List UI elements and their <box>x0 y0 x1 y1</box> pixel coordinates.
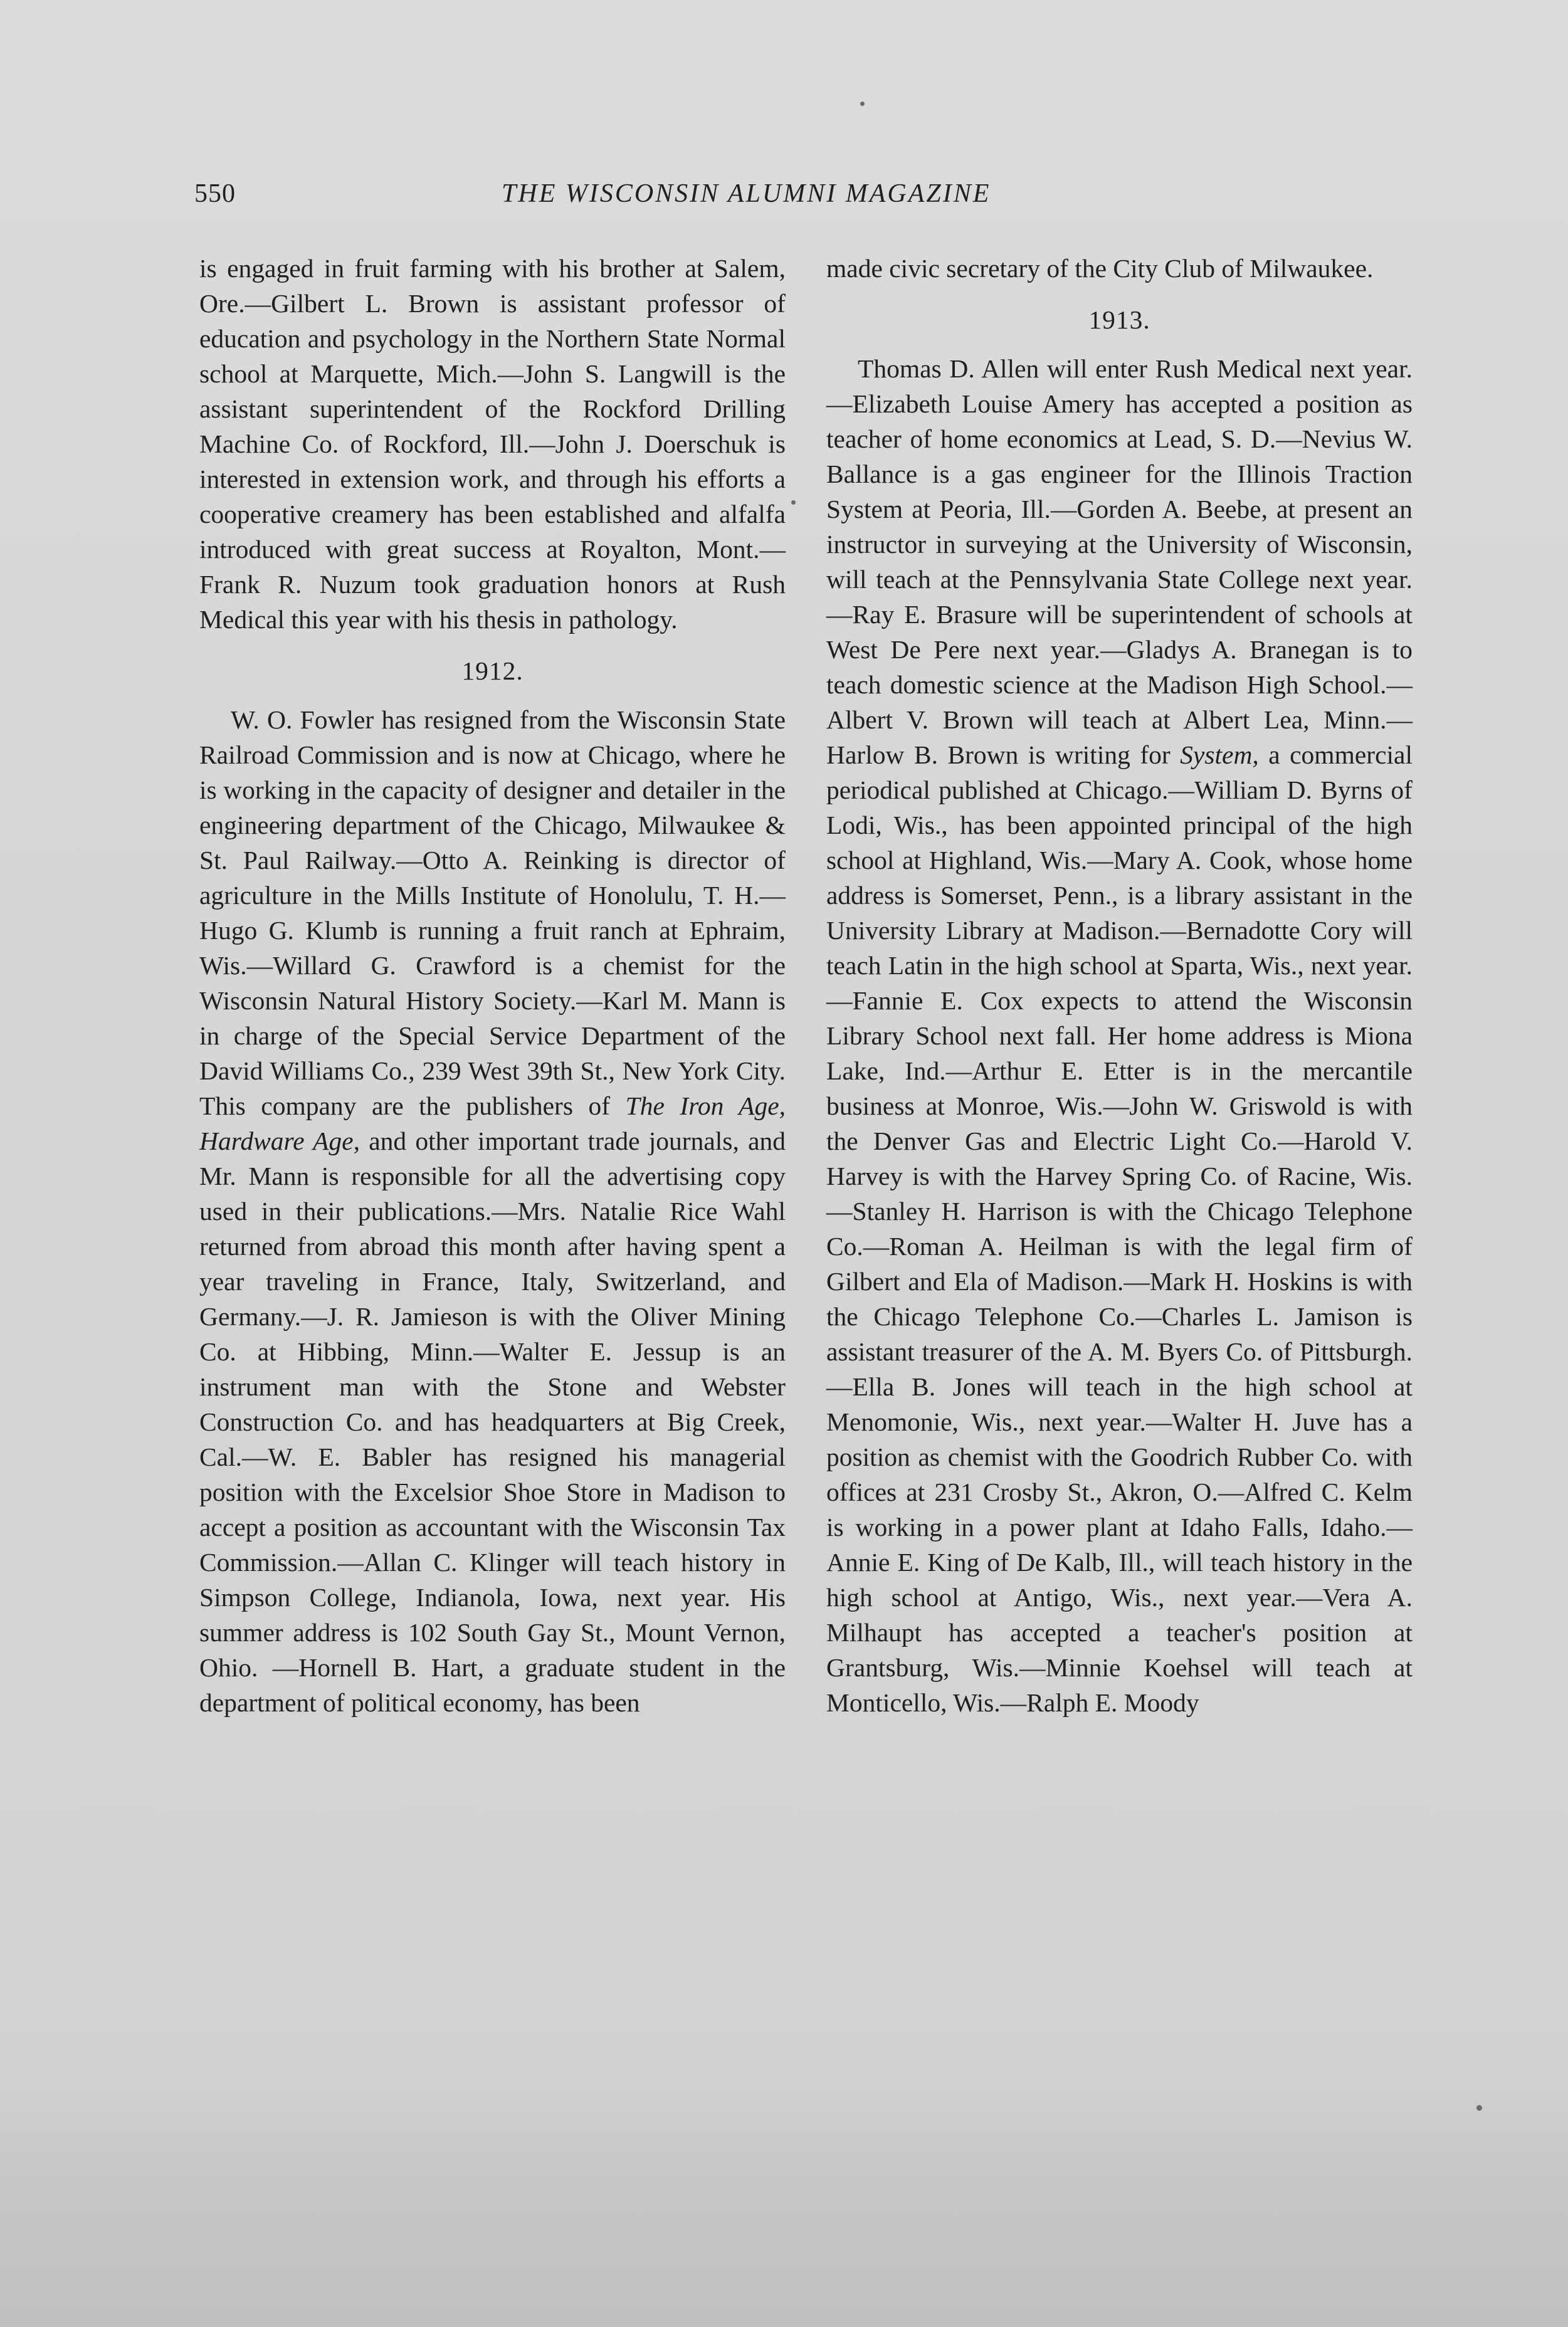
page-header <box>194 179 1411 216</box>
class-notes-1912 <box>199 702 786 1720</box>
ink-speck <box>860 102 865 106</box>
ink-speck <box>791 500 796 505</box>
class-year-heading-1913: 1913. <box>1088 305 1150 334</box>
page-stain <box>0 2088 1568 2327</box>
left-paragraph-continued: is engaged in fruit farming with his brother at Salem, Ore.—Gilbert L. Brown is assistant professor of education and psychology in the Northern State Normal school at Marquette, Mich.—John S. Langwill is the assistant superintendent of the Rockford Drilling Machine Co. of Rockford, Ill.—John J. Doerschuk is interested in extension work, and through his efforts a cooperative creamery has been established and alfalfa introduced with great success at Royalton, Mont.—Frank R. Nuzum took graduation honors at Rush Medical this year with his thesis in pathology. <box>199 254 786 634</box>
left-column <box>199 251 786 1720</box>
page-number: 550 <box>194 179 236 208</box>
class-notes-1913-text-b: a commercial periodical published at Chicago.—William D. Byrns of Lodi, Wis., has been appointed principal of the high school at Highland, Wis.—Mary A. Cook, whose home address is Somerset, Penn., is a library assistant in the University Library at Madison.—Bernadotte Cory will teach Latin in the high school at Sparta, Wis., next year.—Fannie E. Cox expects to attend the Wisconsin Library School next fall. Her home address is Miona Lake, Ind.—Arthur E. Etter is in the mercantile business at Monroe, Wis.—John W. Griswold is with the Denver Gas and Electric Light Co.—Harold V. Harvey is with the Harvey Spring Co. of Racine, Wis.—Stanley H. Harrison is with the Chicago Telephone Co.—Roman A. Heilman is with the legal firm of Gilbert and Ela of Madison.—Mark H. Hoskins is with the Chicago Telephone Co.—Charles L. Jamison is assistant treasurer of the A. M. Byers Co. of Pittsburgh.—Ella B. Jones will teach in the high school at Menomonie, Wis., next year.—Walter H. Juve has a position as chemist with the Goodrich Rubber Co. with offices at 231 Crosby St., Akron, O.—Alfred C. Kelm is working in a power plant at Idaho Falls, Idaho.—Annie E. King of De Kalb, Ill., will teach history in the high school at Antigo, Wis., next year.—Vera A. Milhaupt has accepted a teacher's position at Grantsburg, Wis.—Minnie Koehsel will teach at Monticello, Wis.—Ralph E. Moody <box>826 740 1413 1717</box>
class-notes-1913-text-a: Thomas D. Allen will enter Rush Medical next year.—Elizabeth Louise Amery has accepted a position as teacher of home economics at Lead, S. D.—Nevius W. Ballance is a gas engineer for the Illinois Traction System at Peoria, Ill.—Gorden A. Beebe, at present an instructor in surveying at the University of Wisconsin, will teach at the Pennsylvania State College next year.—Ray E. Brasure will be superintendent of schools at West De Pere next year.—Gladys A. Branegan is to teach domestic science at the Madison High School.—Albert V. Brown will teach at Albert Lea, Minn.—Harlow B. Brown is writing for <box>826 354 1413 769</box>
publication-titles: The Iron Age, Hardware Age, <box>199 1091 786 1155</box>
class-year-heading-1912: 1912. <box>461 656 524 685</box>
right-column <box>826 251 1413 1720</box>
class-notes-1912-text-b: and other important trade journals, and Mr. Mann is responsible for all the advertising copy used in their publications.—Mrs. Natalie Rice Wahl returned from abroad this month after having spent a year traveling in France, Italy, Switzerland, and Germany.—J. R. Jamieson is with the Oliver Mining Co. at Hibbing, Minn.—Walter E. Jessup is an instrument man with the Stone and Webster Construction Co. and has headquarters at Big Creek, Cal.—W. E. Babler has resigned his managerial position with the Excelsior Shoe Store in Madison to accept a position as accountant with the Wisconsin Tax Commission.—Allan C. Klinger will teach history in Simpson College, Indianola, Iowa, next year. His summer address is 102 South Gay St., Mount Vernon, Ohio. —Hornell B. Hart, a graduate student in the department of political economy, has been <box>199 1127 786 1717</box>
running-title: THE WISCONSIN ALUMNI MAGAZINE <box>502 179 991 208</box>
ink-speck <box>1476 2105 1482 2111</box>
right-paragraph-continued: made civic secretary of the City Club of Milwaukee. <box>826 254 1374 283</box>
class-notes-1912-text-a: W. O. Fowler has resigned from the Wisconsin State Railroad Commission and is now at Chicago, where he is working in the capacity of designer and detailer in the engineering department of the Chicago, Milwaukee & St. Paul Railway.—Otto A. Reinking is director of agriculture in the Mills Institute of Honolulu, T. H.—Hugo G. Klumb is running a fruit ranch at Ephraim, Wis.—Willard G. Crawford is a chemist for the Wisconsin Natural History Society.—Karl M. Mann is in charge of the Special Service Department of the David Williams Co., 239 West 39th St., New York City. This company are the publishers of <box>199 705 786 1120</box>
class-notes-1913 <box>826 351 1413 1720</box>
periodical-title: System, <box>1180 740 1259 769</box>
